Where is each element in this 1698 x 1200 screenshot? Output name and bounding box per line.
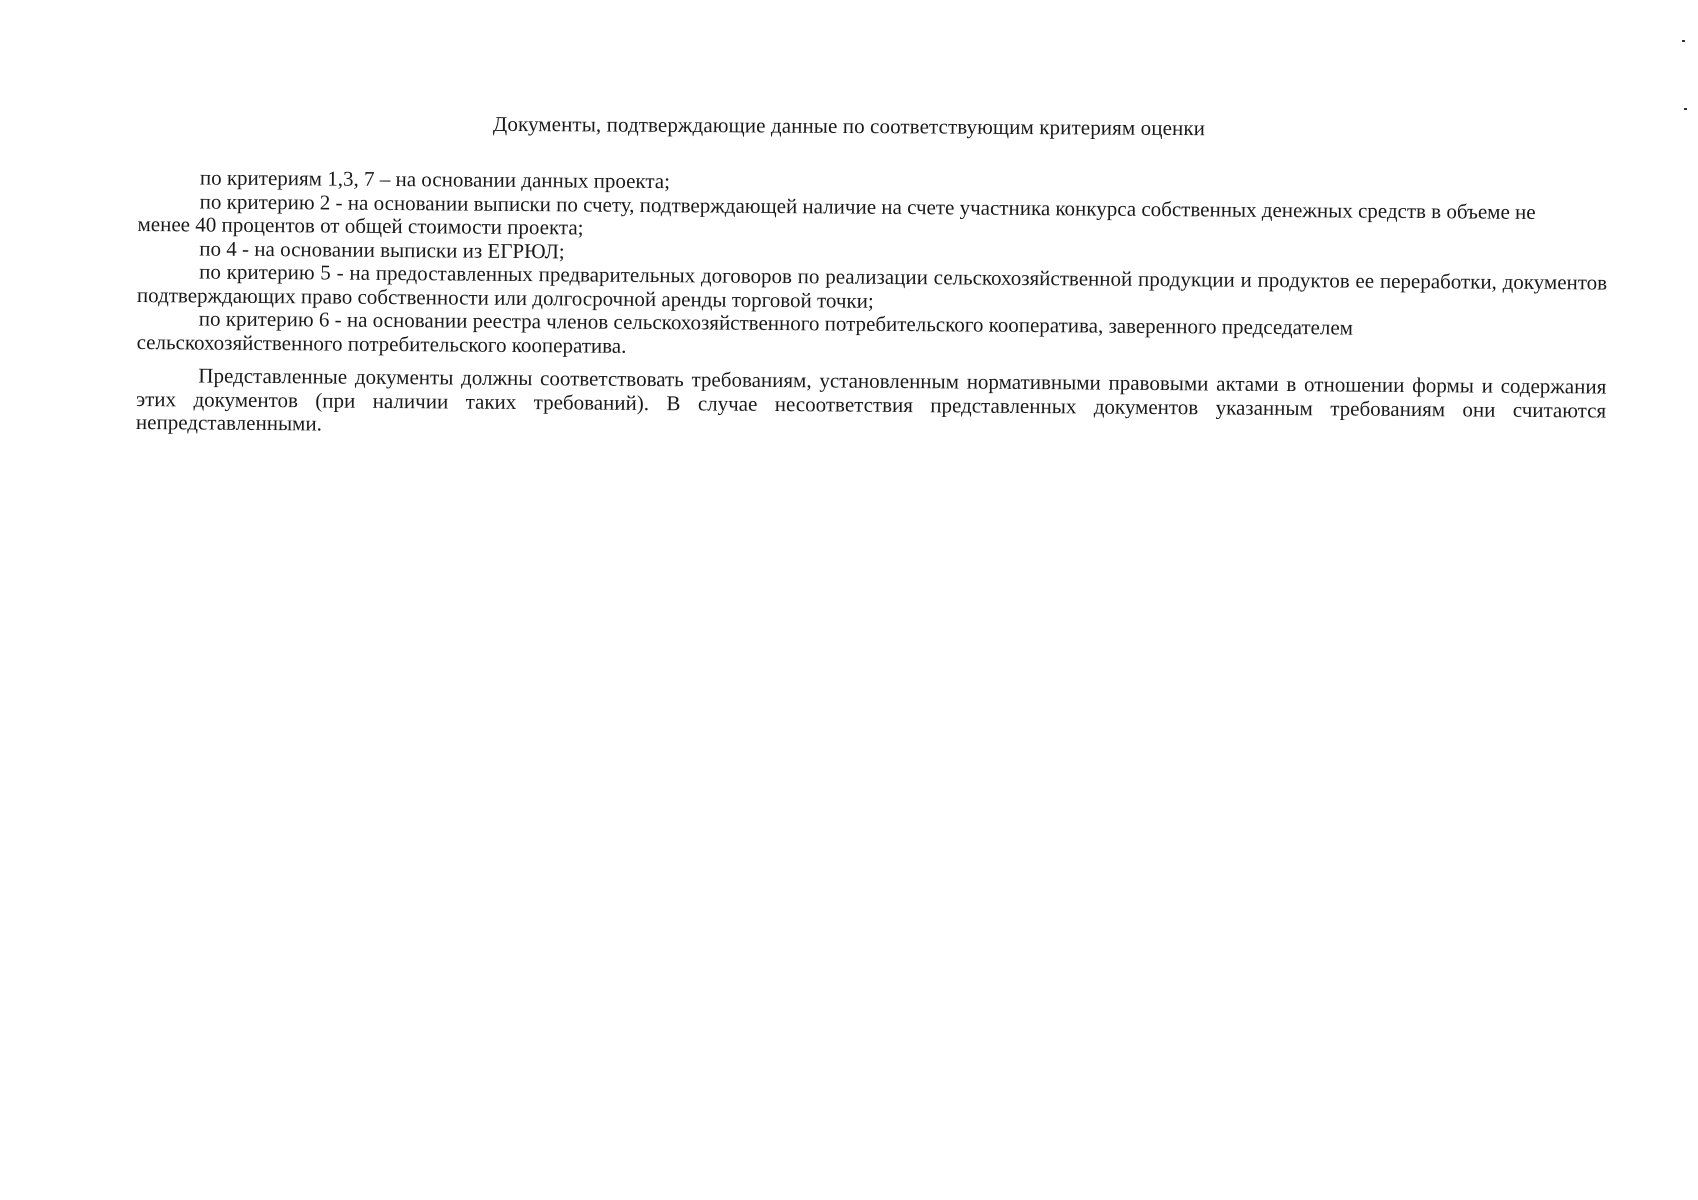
document-title: Документы, подтверждающие данные по соответствующим критериям оценки — [492, 111, 1206, 141]
criterion-2-paragraph: по критерию 2 - на основании выписки по счету, подтверждающей наличие на счете участника конкурса собственных денежных средств в объеме не менее 40 процентов от общей стоимости проекта; — [137, 188, 1536, 240]
criteria-1-3-7-paragraph: по критериям 1,3, 7 – на основании данных проекта; — [199, 165, 671, 194]
scan-artifact — [1684, 108, 1687, 110]
criterion-4-paragraph: по 4 - на основании выписки из ЕГРЮЛ; — [199, 235, 565, 263]
criterion-6-paragraph: по критерию 6 - на основании реестра членов сельскохозяйственного потребительского кооператива, заверенного председателем сельскохозяйственного потребительского кооператива. — [136, 306, 1354, 358]
scan-artifact — [1682, 40, 1685, 42]
document-body — [136, 166, 1608, 446]
criterion-5-paragraph: по критерию 5 - на предоставленных предварительных договоров по реализации сельскохозяйственной продукции и продуктов ее переработки, документов подтверждающих право собственности или долгосрочной аренды торговой точки; — [136, 259, 1608, 313]
requirements-paragraph: Представленные документы должны соответствовать требованиям, установленным нормативными правовыми актами в отношении формы и содержания этих документов (при наличии таких требований). В случае несоответствия представленных документов указанным требованиям они считаются непредставленными. — [135, 363, 1607, 436]
